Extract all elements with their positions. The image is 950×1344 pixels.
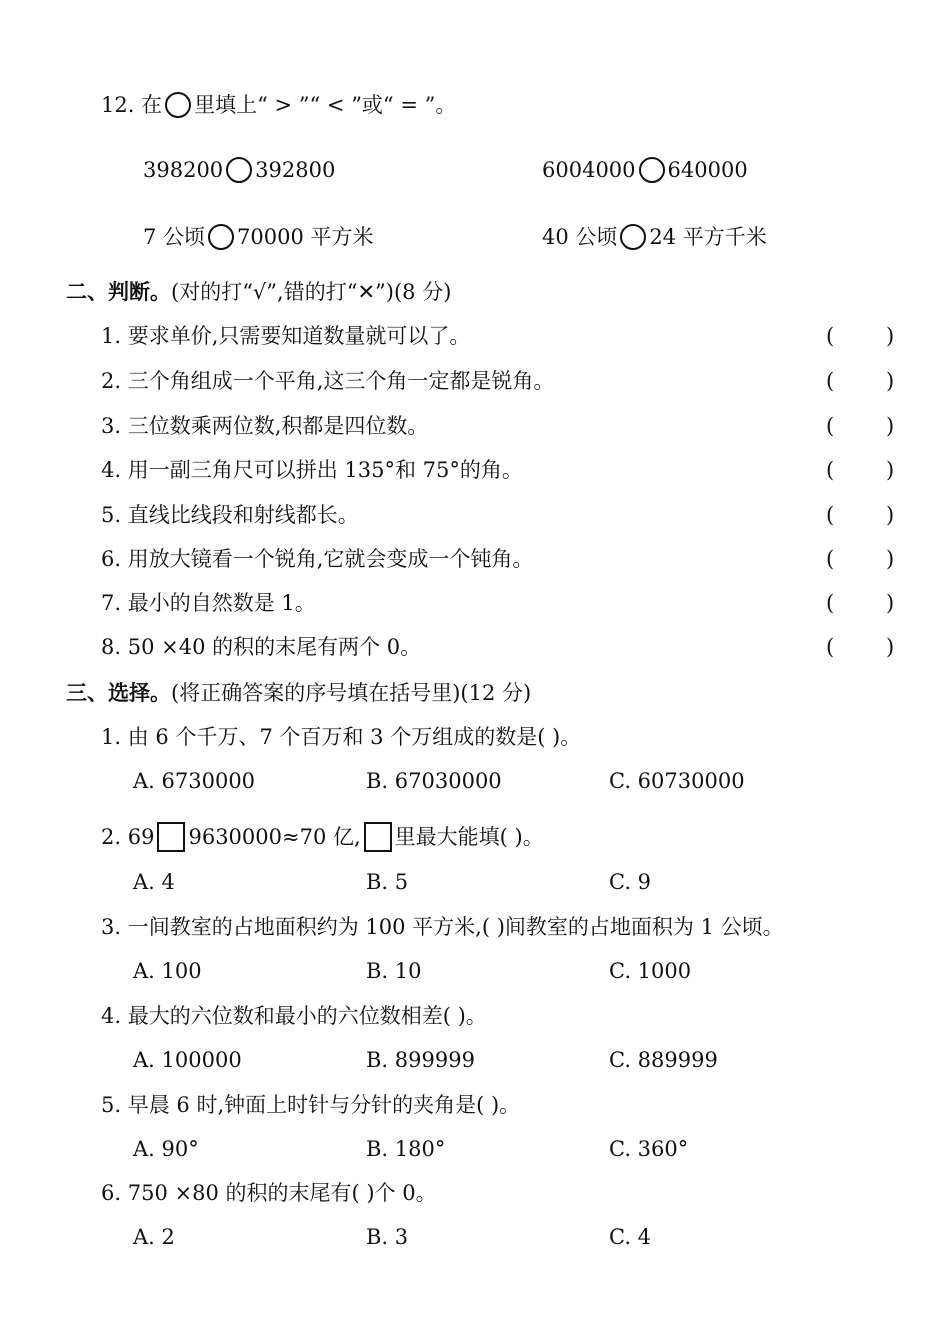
section2-title: 二、判断。 [66, 280, 171, 304]
paren-close: ) [886, 369, 895, 393]
judge-item-3 [101, 416, 428, 437]
choice-q5-option-b[interactable]: B. 180° [366, 1137, 446, 1161]
choice-q2 [101, 822, 544, 852]
choice-number: 3. [101, 915, 122, 939]
compare-circle-input[interactable] [620, 224, 646, 250]
q12-prompt-post: 里填上“ > ”“ < ”或“ = ”。 [194, 93, 457, 117]
q12-item-1 [143, 157, 335, 183]
judge-item-4 [101, 460, 523, 481]
compare-circle-input[interactable] [226, 157, 252, 183]
q12-item-1-left: 398200 [143, 158, 224, 182]
q12-item-4-right: 24 平方千米 [649, 225, 767, 249]
judge-item-5 [101, 505, 359, 526]
judge-item-8 [101, 637, 421, 658]
section3-heading [66, 683, 531, 704]
choice-q3-option-c[interactable]: C. 1000 [609, 959, 692, 983]
judge-item-number: 8. [101, 635, 122, 659]
judge-item-text: 最小的自然数是 1。 [127, 591, 316, 615]
choice-text: 一间教室的占地面积约为 100 平方米,( )间教室的占地面积为 1 公顷。 [127, 915, 784, 939]
choice-q1-option-c[interactable]: C. 60730000 [609, 769, 745, 793]
judge-item-text: 要求单价,只需要知道数量就可以了。 [127, 324, 471, 348]
judge-item-number: 6. [101, 547, 122, 571]
choice-q1-option-b[interactable]: B. 67030000 [366, 769, 502, 793]
choice-q2-option-a[interactable]: A. 4 [133, 870, 175, 894]
choice-text-mid: 9630000≈70 亿, [188, 825, 361, 849]
choice-text: 750 ×80 的积的末尾有( )个 0。 [127, 1181, 437, 1205]
blank-box-icon [364, 822, 392, 852]
choice-q6-option-a[interactable]: A. 2 [133, 1225, 175, 1249]
choice-number: 1. [101, 725, 122, 749]
q12-item-2 [542, 157, 748, 183]
paren-close: ) [886, 458, 895, 482]
section2-heading [66, 282, 451, 303]
judge-item-text: 用放大镜看一个锐角,它就会变成一个钝角。 [127, 547, 534, 571]
paren-open: ( [826, 591, 835, 615]
paren-open: ( [826, 458, 835, 482]
compare-circle-input[interactable] [639, 157, 665, 183]
choice-q4-option-b[interactable]: B. 899999 [366, 1048, 475, 1072]
paren-close: ) [886, 414, 895, 438]
q12-item-2-left: 6004000 [542, 158, 636, 182]
judge-item-number: 1. [101, 324, 122, 348]
judge-item-text: 三个角组成一个平角,这三个角一定都是锐角。 [127, 369, 555, 393]
choice-q6-option-c[interactable]: C. 4 [609, 1225, 652, 1249]
choice-q4-option-a[interactable]: A. 100000 [133, 1048, 242, 1072]
choice-q3 [101, 917, 784, 938]
paren-open: ( [826, 547, 835, 571]
choice-q1-option-a[interactable]: A. 6730000 [133, 769, 256, 793]
paren-close: ) [886, 503, 895, 527]
judge-item-number: 4. [101, 458, 122, 482]
choice-q6 [101, 1183, 437, 1204]
circle-icon [165, 92, 191, 118]
judge-item-7 [101, 593, 316, 614]
judge-item-number: 2. [101, 369, 122, 393]
choice-q4 [101, 1006, 487, 1027]
judge-item-text: 三位数乘两位数,积都是四位数。 [127, 414, 429, 438]
q12-item-1-right: 392800 [255, 158, 336, 182]
choice-number: 6. [101, 1181, 122, 1205]
choice-text-pre: 69 [127, 825, 155, 849]
choice-q2-option-b[interactable]: B. 5 [366, 870, 409, 894]
q12-item-4 [542, 224, 767, 250]
choice-text-post: 里最大能填( )。 [394, 825, 544, 849]
choice-q6-option-b[interactable]: B. 3 [366, 1225, 409, 1249]
judge-item-1 [101, 326, 470, 347]
choice-number: 5. [101, 1093, 122, 1117]
compare-circle-input[interactable] [208, 224, 234, 250]
judge-item-2 [101, 371, 554, 392]
q12-item-3 [143, 224, 374, 250]
q12-item-2-right: 640000 [667, 158, 748, 182]
paren-close: ) [886, 324, 895, 348]
judge-item-number: 3. [101, 414, 122, 438]
q12-number: 12. [101, 93, 135, 117]
choice-text: 由 6 个千万、7 个百万和 3 个万组成的数是( )。 [127, 725, 582, 749]
choice-q5-option-a[interactable]: A. 90° [133, 1137, 199, 1161]
q12-prompt-pre: 在 [141, 93, 163, 117]
judge-item-number: 5. [101, 503, 122, 527]
choice-q5-option-c[interactable]: C. 360° [609, 1137, 689, 1161]
q12-item-3-right: 70000 平方米 [237, 225, 374, 249]
paren-close: ) [886, 635, 895, 659]
choice-number: 4. [101, 1004, 122, 1028]
section3-instruction: (将正确答案的序号填在括号里)(12 分) [171, 681, 532, 705]
judge-item-6 [101, 549, 533, 570]
choice-text: 早晨 6 时,钟面上时针与分针的夹角是( )。 [127, 1093, 521, 1117]
judge-item-number: 7. [101, 591, 122, 615]
paren-open: ( [826, 324, 835, 348]
paren-open: ( [826, 635, 835, 659]
blank-box[interactable] [157, 822, 185, 852]
choice-q4-option-c[interactable]: C. 889999 [609, 1048, 718, 1072]
choice-q2-option-c[interactable]: C. 9 [609, 870, 652, 894]
choice-q5 [101, 1095, 520, 1116]
paren-open: ( [826, 414, 835, 438]
q12-item-3-left: 7 公顷 [143, 225, 206, 249]
section2-instruction: (对的打“√”,错的打“✕”)(8 分) [171, 280, 452, 304]
paren-open: ( [826, 369, 835, 393]
choice-q3-option-b[interactable]: B. 10 [366, 959, 422, 983]
judge-item-text: 用一副三角尺可以拼出 135°和 75°的角。 [127, 458, 523, 482]
choice-number: 2. [101, 825, 122, 849]
paren-close: ) [886, 547, 895, 571]
section3-title: 三、选择。 [66, 681, 171, 705]
choice-q3-option-a[interactable]: A. 100 [133, 959, 202, 983]
paren-close: ) [886, 591, 895, 615]
choice-text: 最大的六位数和最小的六位数相差( )。 [127, 1004, 487, 1028]
paren-open: ( [826, 503, 835, 527]
q12-item-4-left: 40 公顷 [542, 225, 618, 249]
judge-item-text: 直线比线段和射线都长。 [127, 503, 359, 527]
q12-prompt [101, 92, 456, 118]
choice-q1 [101, 727, 581, 748]
judge-item-text: 50 ×40 的积的末尾有两个 0。 [127, 635, 422, 659]
